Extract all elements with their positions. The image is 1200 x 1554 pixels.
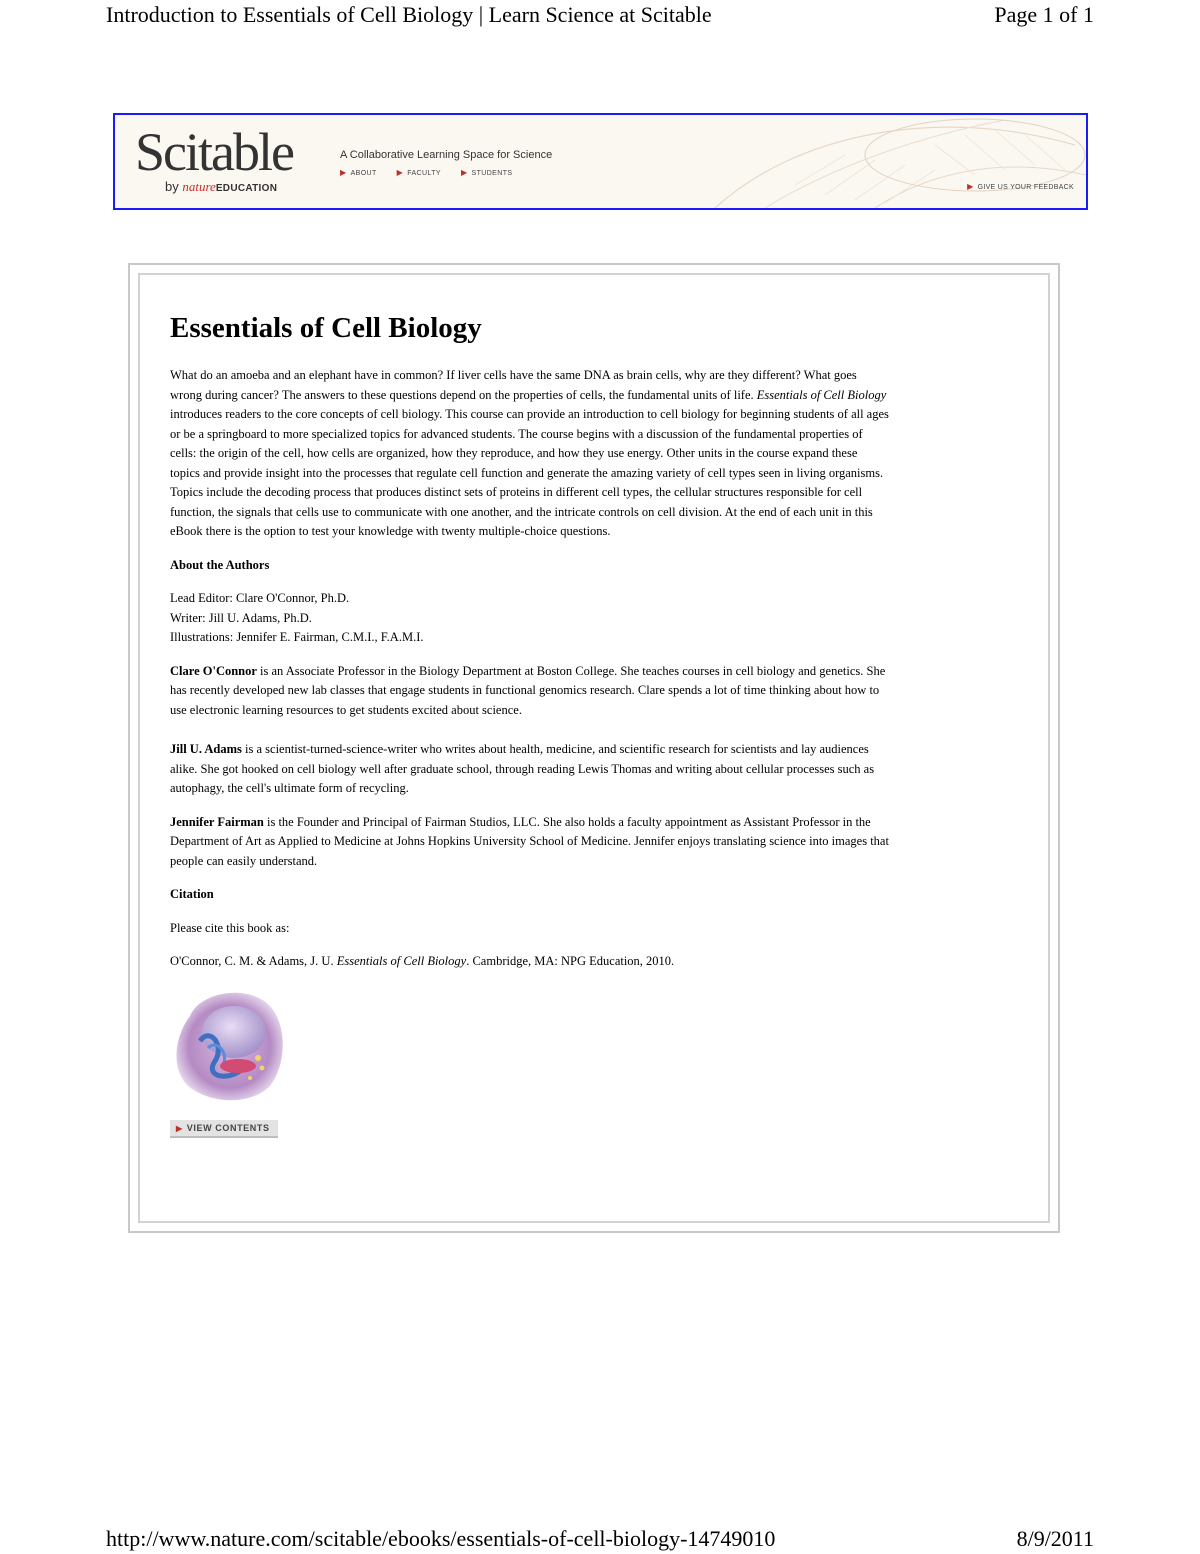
bio-name: Jennifer Fairman bbox=[170, 814, 264, 829]
intro-text-2: introduces readers to the core concepts of cell biology. This course can provide an introduction to cell biology for beginning students of all ages or be a springboard to more specialized topics for advanced students. The course begins with a discussion of the fundamental properties of cells: the origin of the cell, how cells are organized, how they reproduce, and how they use energy. Other units in the course expand these topics and provide insight into the processes that regulate cell function and generate the amazing variety of cell types seen in living organisms. Topics include the decoding process that produces distinct sets of proteins in different cell types, the cellular structures responsible for cell function, the signals that cells use to communicate with one another, and the intricate controls on cell division. At the end of each unit in this eBook there is the option to test your knowledge with twenty multiple-choice questions. bbox=[170, 407, 889, 538]
arrow-right-icon: ▶ bbox=[967, 182, 974, 191]
print-footer bbox=[106, 1524, 1094, 1554]
credit-writer: Writer: Jill U. Adams, Ph.D. bbox=[170, 610, 312, 625]
leaf-pattern-decoration bbox=[675, 115, 1086, 208]
cell-illustration bbox=[170, 986, 288, 1106]
intro-text-1: What do an amoeba and an elephant have in common? If liver cells have the same DNA as brain cells, why are they different? What goes wrong during cancer? The answers to these questions depend on the properties of cells, the fundamental units of life. bbox=[170, 368, 857, 402]
bio-name: Clare O'Connor bbox=[170, 663, 257, 678]
view-contents-button[interactable] bbox=[170, 1120, 278, 1138]
feedback-label: GIVE US YOUR FEEDBACK bbox=[977, 184, 1074, 191]
logo-byline bbox=[165, 179, 277, 197]
nav-faculty-link[interactable] bbox=[397, 168, 441, 177]
print-page-number: Page 1 of 1 bbox=[994, 2, 1094, 27]
credit-illustrations: Illustrations: Jennifer E. Fairman, C.M.I., F.A.M.I. bbox=[170, 630, 424, 644]
citation-heading: Citation bbox=[170, 887, 214, 901]
banner-nav bbox=[340, 168, 530, 177]
scitable-banner bbox=[113, 113, 1088, 210]
bio-text: is the Founder and Principal of Fairman Studios, LLC. She also holds a faculty appointment as Assistant Professor in the Department of Art as Applied to Medicine at Johns Hopkins University School of Medicine. Jennifer enjoys translating science into images that people can easily understand. bbox=[170, 814, 889, 868]
nav-students-link[interactable] bbox=[461, 168, 513, 177]
bio-clare-oconnor bbox=[170, 662, 890, 721]
citation-text bbox=[170, 952, 890, 972]
bio-name: Jill U. Adams bbox=[170, 742, 242, 756]
credit-lead-editor: Lead Editor: Clare O'Connor, Ph.D. bbox=[170, 591, 350, 605]
nav-faculty-label: FACULTY bbox=[407, 170, 441, 177]
citation-publisher: . Cambridge, MA: NPG Education, 2010. bbox=[466, 954, 675, 968]
citation-authors: O'Connor, C. M. & Adams, J. U. bbox=[170, 954, 337, 968]
intro-paragraph bbox=[170, 366, 890, 542]
arrow-right-icon: ▶ bbox=[340, 168, 347, 177]
view-contents-label: VIEW CONTENTS bbox=[186, 1122, 270, 1133]
scitable-logo[interactable] bbox=[135, 122, 295, 197]
arrow-right-icon: ▶ bbox=[460, 168, 468, 177]
logo-education: EDUCATION bbox=[215, 183, 278, 194]
page-title: Essentials of Cell Biology bbox=[170, 312, 482, 344]
main-content bbox=[170, 308, 890, 1138]
print-date: 8/9/2011 bbox=[1016, 1526, 1094, 1551]
bio-text: is an Associate Professor in the Biology Department at Boston College. She teaches courses in cell biology and genetics. She has recently developed new lab classes that engage students in functional genomics research. Clare spends a lot of time thinking about how to use electronic learning resources to get students excited about science. bbox=[170, 663, 886, 717]
bio-jennifer-fairman bbox=[170, 813, 890, 872]
print-page-url: http://www.nature.com/scitable/ebooks/essentials-of-cell-biology-14749010 bbox=[106, 1526, 776, 1551]
feedback-link[interactable] bbox=[967, 182, 1074, 191]
bio-text: is a scientist-turned-science-writer who writes about health, medicine, and scientific research for scientists and lay audiences alike. She got hooked on cell biology well after graduate school, through reading Lewis Thomas and writing about cellular processes such as autophagy, the cell's ultimate form of recycling. bbox=[170, 742, 875, 795]
bio-jill-adams bbox=[170, 740, 890, 799]
citation-book-title: Essentials of Cell Biology bbox=[336, 954, 467, 968]
print-page-title: Introduction to Essentials of Cell Biology | Learn Science at Scitable bbox=[106, 2, 712, 27]
arrow-right-icon: ▶ bbox=[176, 1123, 183, 1133]
nav-about-link[interactable] bbox=[340, 168, 377, 177]
nav-students-label: STUDENTS bbox=[471, 170, 513, 177]
about-authors-heading: About the Authors bbox=[170, 557, 270, 572]
intro-book-title: Essentials of Cell Biology bbox=[756, 387, 887, 402]
logo-wordmark: Scitable bbox=[135, 122, 293, 182]
banner-tagline: A Collaborative Learning Space for Science bbox=[340, 149, 553, 161]
nav-about-label: ABOUT bbox=[350, 170, 377, 177]
logo-by: by bbox=[165, 179, 179, 194]
citation-prompt: Please cite this book as: bbox=[170, 920, 290, 935]
arrow-right-icon: ▶ bbox=[396, 168, 404, 177]
print-header bbox=[106, 0, 1094, 30]
logo-nature: nature bbox=[182, 179, 216, 194]
